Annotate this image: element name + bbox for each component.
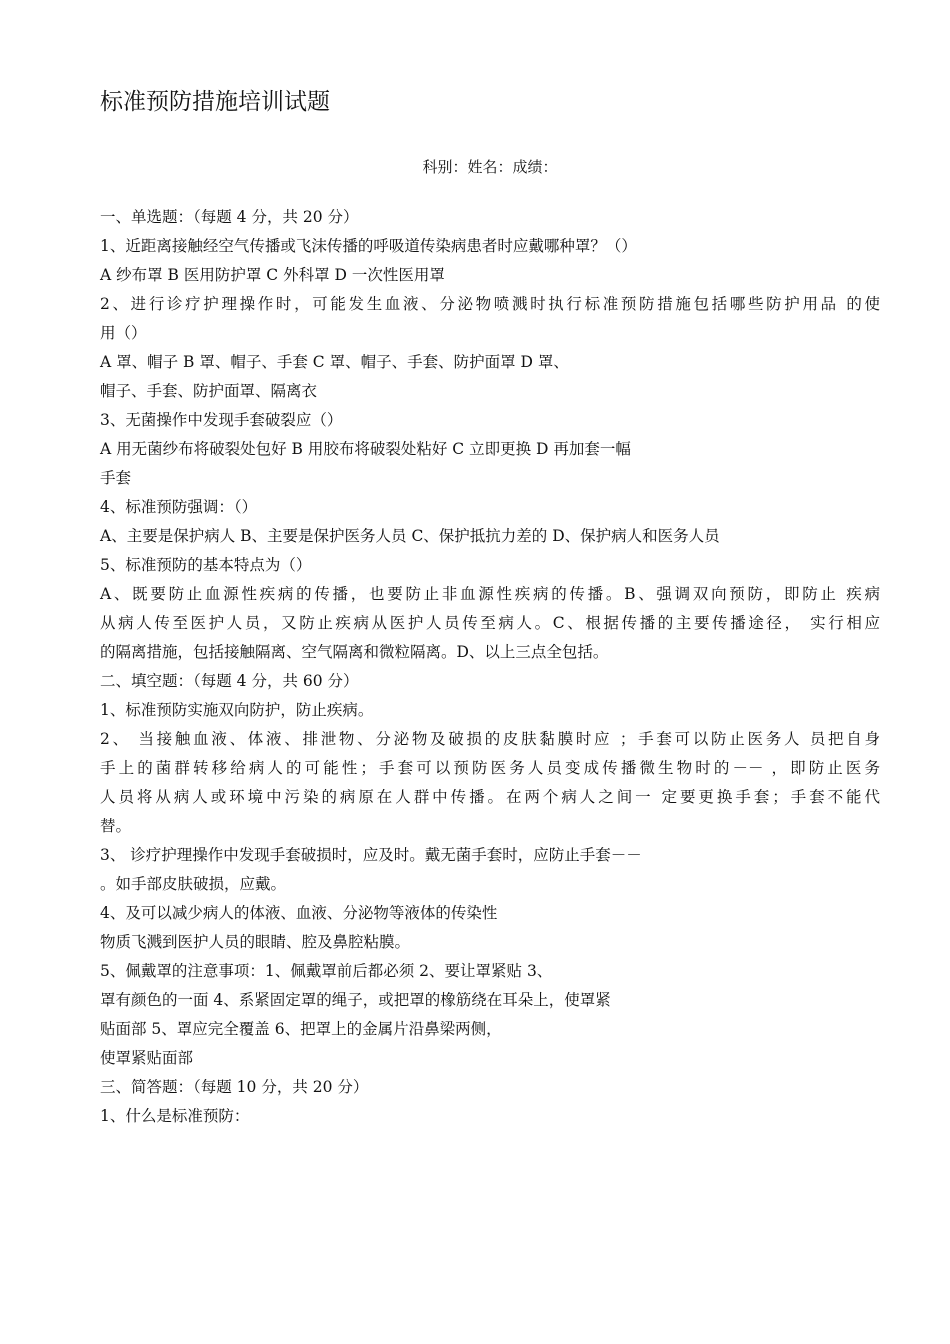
text-line: 手上的菌群转移给病人的可能性；手套可以预防医务人员变成传播微生物时的－－ ，即防止医务 [100, 759, 880, 777]
text-line: 用（） [100, 324, 147, 342]
text-line: 2、 当接触血液、体液、排泄物、分泌物及破损的皮肤黏膜时应 ；手套可以防止医务人 员把自身 [100, 730, 880, 748]
text-line: 的隔离措施，包括接触隔离、空气隔离和微粒隔离。D、以上三点全包括。 [100, 643, 609, 661]
document-title: 标准预防措施培训试题 [100, 89, 330, 115]
text-line: 1、标准预防实施双向防护，防止疾病。 [100, 701, 374, 719]
text-line: 二、填空题：（每题 4 分，共 60 分） [100, 672, 359, 690]
text-line: 贴面部 5、罩应完全覆盖 6、把罩上的金属片沿鼻梁两侧， [100, 1020, 502, 1038]
text-line: 。如手部皮肤破损，应戴。 [100, 875, 287, 893]
text-line: 3、 诊疗护理操作中发现手套破损时，应及时。戴无菌手套时，应防止手套－－ [100, 846, 642, 864]
text-line: 替。 [100, 817, 132, 835]
text-line: 4、标准预防强调：（） [100, 498, 258, 516]
text-line: 5、佩戴罩的注意事项：1、佩戴罩前后都必须 2、要让罩紧贴 3、 [100, 962, 553, 980]
document-body [100, 203, 880, 1131]
text-line: 帽子、手套、防护面罩、隔离衣 [100, 382, 318, 400]
text-line: A 纱布罩 B 医用防护罩 C 外科罩 D 一次性医用罩 [100, 266, 445, 284]
text-line: 2、进行诊疗护理操作时，可能发生血液、分泌物喷溅时执行标准预防措施包括哪些防护用品 的使 [100, 295, 880, 313]
text-line: A、既要防止血源性疾病的传播，也要防止非血源性疾病的传播。B、强调双向预防，即防止 疾病 [100, 585, 880, 603]
text-line: 手套 [100, 469, 132, 487]
text-line: A 用无菌纱布将破裂处包好 B 用胶布将破裂处粘好 C 立即更换 D 再加套一幅 [100, 440, 631, 458]
text-line: 从病人传至医护人员，又防止疾病从医护人员传至病人。C、根据传播的主要传播途径， 实行相应 [100, 614, 880, 632]
text-line: 物质飞溅到医护人员的眼睛、腔及鼻腔粘膜。 [100, 933, 411, 951]
text-line: 三、简答题：（每题 10 分，共 20 分） [100, 1078, 369, 1096]
text-line: 使罩紧贴面部 [100, 1049, 194, 1067]
text-line: 1、什么是标准预防： [100, 1107, 250, 1125]
text-line: 罩有颜色的一面 4、系紧固定罩的绳子，或把罩的橡筋绕在耳朵上，使罩紧 [100, 991, 611, 1009]
text-line: 5、标准预防的基本特点为（） [100, 556, 312, 574]
text-line: A、主要是保护病人 B、主要是保护医务人员 C、保护抵抗力差的 D、保护病人和医务人员 [100, 527, 720, 545]
header-fields: 科别：姓名：成绩： [422, 158, 558, 176]
text-line: 1、近距离接触经空气传播或飞沫传播的呼吸道传染病患者时应戴哪种罩？（） [100, 237, 637, 255]
text-line: 人员将从病人或环境中污染的病原在人群中传播。在两个病人之间一 定要更换手套；手套不能代 [100, 788, 880, 806]
text-line: 4、及可以减少病人的体液、血液、分泌物等液体的传染性 [100, 904, 498, 922]
text-line: A 罩、帽子 B 罩、帽子、手套 C 罩、帽子、手套、防护面罩 D 罩、 [100, 353, 569, 371]
text-line: 一、单选题：（每题 4 分，共 20 分） [100, 208, 359, 226]
text-line: 3、无菌操作中发现手套破裂应（） [100, 411, 343, 429]
